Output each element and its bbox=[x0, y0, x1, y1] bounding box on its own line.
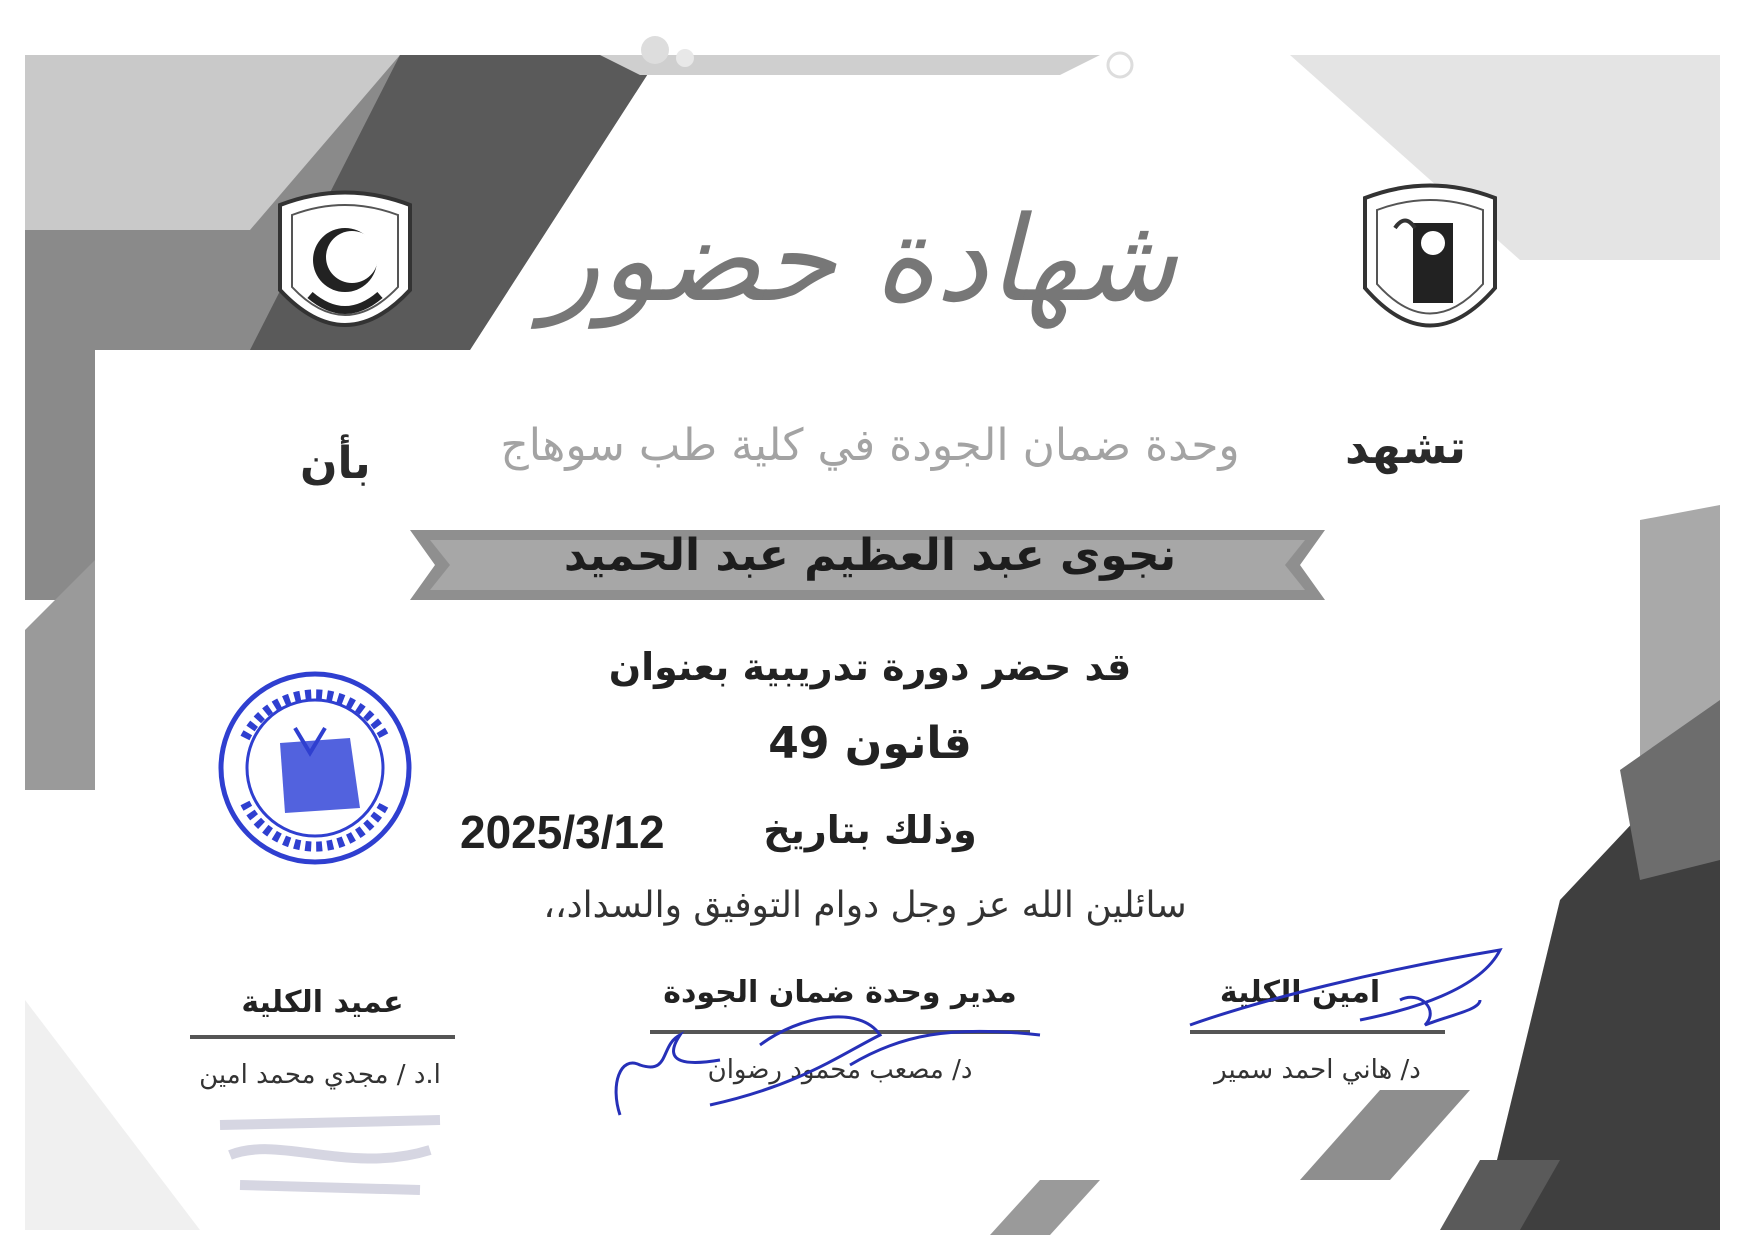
date-value: 2025/3/12 bbox=[460, 806, 665, 858]
that-word: بأن bbox=[300, 438, 371, 489]
signature-line bbox=[190, 1035, 455, 1039]
signatory-name-secretary: د/ هاني احمد سمير bbox=[1214, 1055, 1421, 1085]
signatory-title-dean: عميد الكلية bbox=[241, 985, 404, 1020]
recipient-name: نجوى عبد العظيم عبد الحميد bbox=[563, 530, 1177, 581]
signatory-name-quality-director: د/ مصعب محمود رضوان bbox=[707, 1055, 973, 1085]
closing-line: سائلين الله عز وجل دوام التوفيق والسداد،، bbox=[543, 885, 1187, 926]
certificate-title: شهادة حضور bbox=[542, 190, 1178, 328]
dean-faded-stamp bbox=[200, 1095, 460, 1205]
attended-line: قد حضر دورة تدريبية بعنوان bbox=[608, 645, 1132, 689]
signatory-name-dean: ا.د / مجدي محمد امين bbox=[199, 1060, 441, 1090]
course-title: قانون 49 bbox=[768, 718, 972, 769]
official-stamp bbox=[215, 668, 415, 868]
university-emblem-right bbox=[1355, 178, 1505, 363]
date-label: وذلك بتاريخ bbox=[763, 808, 977, 852]
faculty-emblem-left bbox=[270, 185, 420, 360]
secretary-signature bbox=[1180, 930, 1520, 1050]
quality-director-signature bbox=[600, 1005, 1060, 1125]
witness-verb: تشهد bbox=[1345, 420, 1467, 474]
issuer-unit: وحدة ضمان الجودة في كلية طب سوهاج bbox=[500, 420, 1240, 471]
signatory-title-secretary: امين الكلية bbox=[1219, 975, 1381, 1010]
signatory-title-quality-director: مدير وحدة ضمان الجودة bbox=[663, 975, 1017, 1010]
